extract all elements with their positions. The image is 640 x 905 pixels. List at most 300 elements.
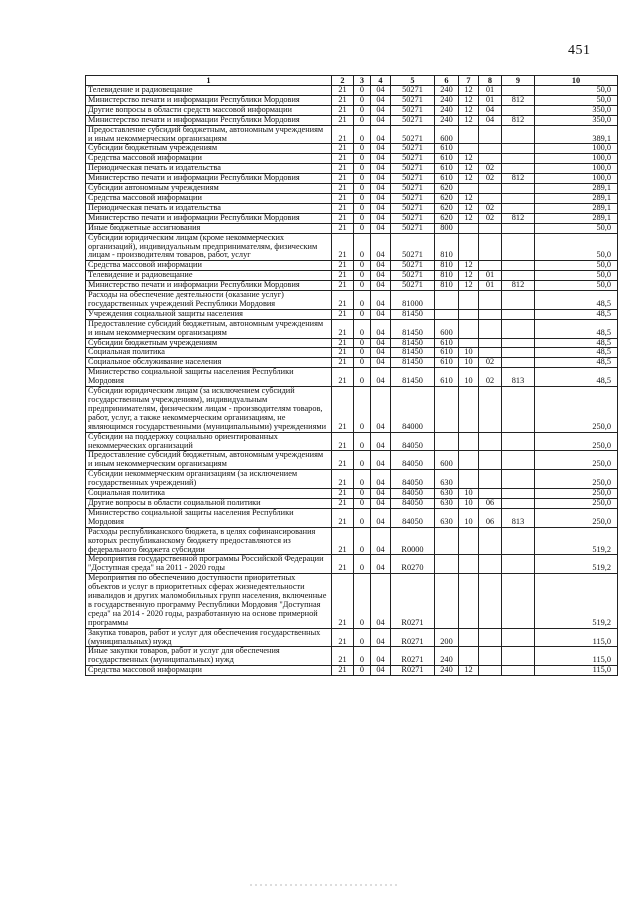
name-cell: Расходы республиканского бюджета, в целях софинансирования которых республиканскому бюджету предоставляются из федерального бюджета субсидии [86,527,332,555]
header-cell: 5 [391,76,435,86]
expense-type-cell: 600 [435,125,459,144]
amount-cell: 519,2 [535,527,618,555]
name-cell: Другие вопросы в области социальной политики [86,498,332,508]
code-cell: 21 [332,508,354,527]
target-code-cell: R0270 [391,555,435,574]
target-code-cell: 50271 [391,125,435,144]
target-code-cell: 50271 [391,154,435,164]
expense-type-cell: 240 [435,647,459,666]
table-row [86,213,618,223]
subsection-cell [479,647,502,666]
expense-type-cell: 610 [435,164,459,174]
table-body [86,86,618,676]
amount-cell: 289,1 [535,193,618,203]
table-row [86,432,618,451]
table-row [86,105,618,115]
code-cell: 04 [371,508,391,527]
target-code-cell: 50271 [391,213,435,223]
expense-type-cell: 240 [435,86,459,96]
amount-cell: 519,2 [535,555,618,574]
header-cell: 10 [535,76,618,86]
subsection-cell [479,489,502,499]
expense-type-cell: 610 [435,358,459,368]
ministry-code-cell [502,574,535,628]
code-cell: 0 [354,432,371,451]
subsection-cell [479,338,502,348]
amount-cell: 350,0 [535,105,618,115]
amount-cell: 115,0 [535,666,618,676]
name-cell: Министерство социальной защиты населения Республики Мордовия [86,508,332,527]
code-cell: 21 [332,261,354,271]
header-cell: 8 [479,76,502,86]
section-cell [459,527,479,555]
target-code-cell: 50271 [391,95,435,105]
code-cell: 0 [354,125,371,144]
code-cell: 04 [371,451,391,470]
section-cell [459,184,479,194]
code-cell: 21 [332,164,354,174]
target-code-cell: 81450 [391,309,435,319]
target-code-cell: 50271 [391,105,435,115]
code-cell: 21 [332,125,354,144]
expense-type-cell: 810 [435,281,459,291]
ministry-code-cell [502,527,535,555]
section-cell [459,338,479,348]
code-cell: 04 [371,261,391,271]
target-code-cell: 84050 [391,508,435,527]
section-cell: 12 [459,213,479,223]
table-row [86,387,618,433]
section-cell: 12 [459,281,479,291]
target-code-cell: R0271 [391,628,435,647]
ministry-code-cell [502,223,535,233]
table-row [86,233,618,261]
section-cell [459,574,479,628]
name-cell: Средства массовой информации [86,666,332,676]
amount-cell: 250,0 [535,498,618,508]
code-cell: 21 [332,86,354,96]
subsection-cell [479,666,502,676]
code-cell: 04 [371,647,391,666]
code-cell: 21 [332,368,354,387]
table-row [86,281,618,291]
code-cell: 04 [371,498,391,508]
target-code-cell: 81450 [391,368,435,387]
table-row [86,86,618,96]
name-cell: Средства массовой информации [86,193,332,203]
expense-type-cell: 240 [435,105,459,115]
code-cell: 04 [371,271,391,281]
header-cell: 9 [502,76,535,86]
subsection-cell: 01 [479,281,502,291]
ministry-code-cell [502,451,535,470]
name-cell: Средства массовой информации [86,261,332,271]
code-cell: 21 [332,451,354,470]
target-code-cell: 84050 [391,470,435,489]
name-cell: Социальная политика [86,348,332,358]
target-code-cell: 50271 [391,86,435,96]
target-code-cell: 50271 [391,184,435,194]
subsection-cell [479,125,502,144]
code-cell: 21 [332,174,354,184]
amount-cell: 48,5 [535,338,618,348]
amount-cell: 250,0 [535,508,618,527]
amount-cell: 48,5 [535,368,618,387]
table-row [86,203,618,213]
subsection-cell [479,144,502,154]
section-cell [459,470,479,489]
subsection-cell: 06 [479,498,502,508]
code-cell: 04 [371,184,391,194]
ministry-code-cell [502,338,535,348]
target-code-cell: R0271 [391,666,435,676]
expense-type-cell: 610 [435,348,459,358]
target-code-cell: 50271 [391,203,435,213]
name-cell: Периодическая печать и издательства [86,203,332,213]
code-cell: 0 [354,338,371,348]
target-code-cell: 50271 [391,174,435,184]
code-cell: 21 [332,319,354,338]
name-cell: Иные закупки товаров, работ и услуг для обеспечения государственных (муниципальных) нужд [86,647,332,666]
target-code-cell: 84050 [391,489,435,499]
target-code-cell: 81450 [391,348,435,358]
ministry-code-cell [502,470,535,489]
amount-cell: 289,1 [535,203,618,213]
table-row [86,125,618,144]
name-cell: Министерство печати и информации Республики Мордовия [86,281,332,291]
ministry-code-cell [502,432,535,451]
amount-cell: 115,0 [535,628,618,647]
name-cell: Министерство социальной защиты населения Республики Мордовия [86,368,332,387]
code-cell: 0 [354,95,371,105]
code-cell: 0 [354,271,371,281]
code-cell: 04 [371,527,391,555]
code-cell: 0 [354,203,371,213]
section-cell [459,387,479,433]
ministry-code-cell [502,144,535,154]
amount-cell: 100,0 [535,164,618,174]
code-cell: 0 [354,184,371,194]
subsection-cell: 01 [479,95,502,105]
expense-type-cell: 630 [435,489,459,499]
name-cell: Министерство печати и информации Республики Мордовия [86,115,332,125]
section-cell [459,555,479,574]
subsection-cell [479,348,502,358]
code-cell: 21 [332,470,354,489]
target-code-cell: R0000 [391,527,435,555]
subsection-cell [479,319,502,338]
code-cell: 0 [354,348,371,358]
code-cell: 0 [354,281,371,291]
section-cell [459,647,479,666]
target-code-cell: 81450 [391,358,435,368]
table-row [86,115,618,125]
name-cell: Субсидии бюджетным учреждениям [86,338,332,348]
code-cell: 0 [354,508,371,527]
expense-type-cell: 800 [435,223,459,233]
target-code-cell: 84050 [391,432,435,451]
ministry-code-cell [502,387,535,433]
amount-cell: 48,5 [535,348,618,358]
section-cell: 12 [459,193,479,203]
amount-cell: 100,0 [535,174,618,184]
name-cell: Периодическая печать и издательства [86,164,332,174]
code-cell: 21 [332,184,354,194]
section-cell: 10 [459,498,479,508]
name-cell: Социальная политика [86,489,332,499]
target-code-cell: 81450 [391,319,435,338]
expense-type-cell: 240 [435,115,459,125]
name-cell: Телевидение и радиовещание [86,86,332,96]
section-cell: 12 [459,666,479,676]
amount-cell: 250,0 [535,470,618,489]
expense-type-cell [435,291,459,310]
code-cell: 0 [354,309,371,319]
section-cell: 12 [459,86,479,96]
code-cell: 0 [354,233,371,261]
table-row [86,261,618,271]
expense-type-cell [435,432,459,451]
table-row [86,164,618,174]
name-cell: Закупка товаров, работ и услуг для обеспечения государственных (муниципальных) нужд [86,628,332,647]
code-cell: 04 [371,368,391,387]
subsection-cell [479,223,502,233]
ministry-code-cell [502,203,535,213]
table-row [86,489,618,499]
code-cell: 21 [332,233,354,261]
code-cell: 04 [371,574,391,628]
section-cell [459,628,479,647]
name-cell: Министерство печати и информации Республики Мордовия [86,95,332,105]
table-row [86,368,618,387]
subsection-cell: 02 [479,203,502,213]
code-cell: 04 [371,115,391,125]
expense-type-cell: 630 [435,508,459,527]
scan-footer-mark [250,882,400,888]
expense-type-cell: 620 [435,213,459,223]
code-cell: 0 [354,470,371,489]
code-cell: 0 [354,115,371,125]
code-cell: 21 [332,309,354,319]
subsection-cell [479,233,502,261]
target-code-cell: 50271 [391,233,435,261]
target-code-cell: 84050 [391,498,435,508]
section-cell [459,223,479,233]
table-row [86,95,618,105]
ministry-code-cell [502,184,535,194]
code-cell: 21 [332,193,354,203]
expense-type-cell: 200 [435,628,459,647]
ministry-code-cell [502,291,535,310]
section-cell: 12 [459,105,479,115]
target-code-cell: R0271 [391,647,435,666]
amount-cell: 250,0 [535,451,618,470]
target-code-cell: 50271 [391,271,435,281]
code-cell: 21 [332,628,354,647]
ministry-code-cell [502,489,535,499]
ministry-code-cell: 813 [502,368,535,387]
code-cell: 04 [371,338,391,348]
table-row [86,470,618,489]
code-cell: 21 [332,144,354,154]
code-cell: 0 [354,174,371,184]
table-row [86,174,618,184]
header-cell: 4 [371,76,391,86]
code-cell: 04 [371,309,391,319]
subsection-cell: 02 [479,213,502,223]
code-cell: 21 [332,154,354,164]
name-cell: Расходы на обеспечение деятельности (оказание услуг) государственных учреждений Республики Мордовия [86,291,332,310]
name-cell: Мероприятия государственной программы Российской Федерации "Доступная среда" на 2011 - 2020 годы [86,555,332,574]
target-code-cell: R0271 [391,574,435,628]
code-cell: 04 [371,358,391,368]
ministry-code-cell: 812 [502,174,535,184]
code-cell: 0 [354,555,371,574]
table-row [86,223,618,233]
section-cell [459,432,479,451]
table-row [86,154,618,164]
code-cell: 21 [332,574,354,628]
ministry-code-cell [502,233,535,261]
subsection-cell [479,387,502,433]
code-cell: 0 [354,291,371,310]
table-row [86,338,618,348]
expense-type-cell: 810 [435,233,459,261]
target-code-cell: 50271 [391,115,435,125]
code-cell: 04 [371,432,391,451]
table-row [86,666,618,676]
code-cell: 0 [354,358,371,368]
section-cell: 12 [459,203,479,213]
code-cell: 0 [354,628,371,647]
code-cell: 0 [354,387,371,433]
section-cell: 12 [459,174,479,184]
expense-type-cell: 620 [435,193,459,203]
code-cell: 21 [332,281,354,291]
expense-type-cell: 240 [435,95,459,105]
code-cell: 04 [371,489,391,499]
ministry-code-cell [502,125,535,144]
ministry-code-cell: 812 [502,281,535,291]
name-cell: Предоставление субсидий бюджетным, автономным учреждениям и иным некоммерческим организациям [86,451,332,470]
section-cell [459,451,479,470]
subsection-cell [479,574,502,628]
subsection-cell [479,184,502,194]
subsection-cell [479,261,502,271]
section-cell [459,291,479,310]
subsection-cell [479,291,502,310]
subsection-cell: 02 [479,164,502,174]
amount-cell: 100,0 [535,154,618,164]
name-cell: Учреждения социальной защиты населения [86,309,332,319]
target-code-cell: 50271 [391,164,435,174]
name-cell: Субсидии юридическим лицам (кроме некоммерческих организаций), индивидуальным предпринимателям, физическим лицам - производителям товаров, работ, услуг [86,233,332,261]
expense-type-cell: 610 [435,144,459,154]
code-cell: 04 [371,233,391,261]
table-row [86,319,618,338]
code-cell: 21 [332,105,354,115]
table-row [86,193,618,203]
code-cell: 21 [332,358,354,368]
code-cell: 0 [354,498,371,508]
table-row [86,291,618,310]
amount-cell: 350,0 [535,115,618,125]
expense-type-cell: 620 [435,203,459,213]
code-cell: 21 [332,95,354,105]
code-cell: 21 [332,666,354,676]
code-cell: 0 [354,261,371,271]
subsection-cell: 06 [479,508,502,527]
section-cell: 12 [459,271,479,281]
expense-type-cell: 810 [435,261,459,271]
code-cell: 04 [371,223,391,233]
expense-type-cell: 600 [435,451,459,470]
ministry-code-cell [502,261,535,271]
expense-type-cell [435,555,459,574]
section-cell [459,309,479,319]
table-row [86,574,618,628]
subsection-cell [479,193,502,203]
code-cell: 04 [371,666,391,676]
table-header-row [86,76,618,86]
expense-type-cell: 600 [435,319,459,338]
section-cell: 10 [459,489,479,499]
code-cell: 04 [371,628,391,647]
amount-cell: 48,5 [535,309,618,319]
table-row [86,309,618,319]
amount-cell: 50,0 [535,261,618,271]
amount-cell: 115,0 [535,647,618,666]
expense-type-cell: 630 [435,498,459,508]
table-row [86,555,618,574]
ministry-code-cell [502,348,535,358]
ministry-code-cell [502,498,535,508]
code-cell: 0 [354,319,371,338]
amount-cell: 250,0 [535,489,618,499]
code-cell: 21 [332,223,354,233]
page-number: 451 [568,43,591,58]
code-cell: 0 [354,154,371,164]
code-cell: 21 [332,387,354,433]
subsection-cell: 02 [479,174,502,184]
amount-cell: 100,0 [535,144,618,154]
expense-type-cell [435,387,459,433]
code-cell: 04 [371,105,391,115]
code-cell: 04 [371,348,391,358]
target-code-cell: 50271 [391,193,435,203]
code-cell: 21 [332,213,354,223]
expense-type-cell: 610 [435,338,459,348]
subsection-cell: 04 [479,105,502,115]
section-cell: 10 [459,508,479,527]
amount-cell: 389,1 [535,125,618,144]
ministry-code-cell: 812 [502,213,535,223]
subsection-cell [479,154,502,164]
table-row [86,348,618,358]
subsection-cell [479,555,502,574]
code-cell: 21 [332,203,354,213]
ministry-code-cell [502,154,535,164]
table-row [86,508,618,527]
subsection-cell [479,470,502,489]
section-cell: 12 [459,154,479,164]
expense-type-cell [435,309,459,319]
section-cell [459,233,479,261]
code-cell: 04 [371,213,391,223]
target-code-cell: 81000 [391,291,435,310]
ministry-code-cell [502,309,535,319]
ministry-code-cell [502,319,535,338]
